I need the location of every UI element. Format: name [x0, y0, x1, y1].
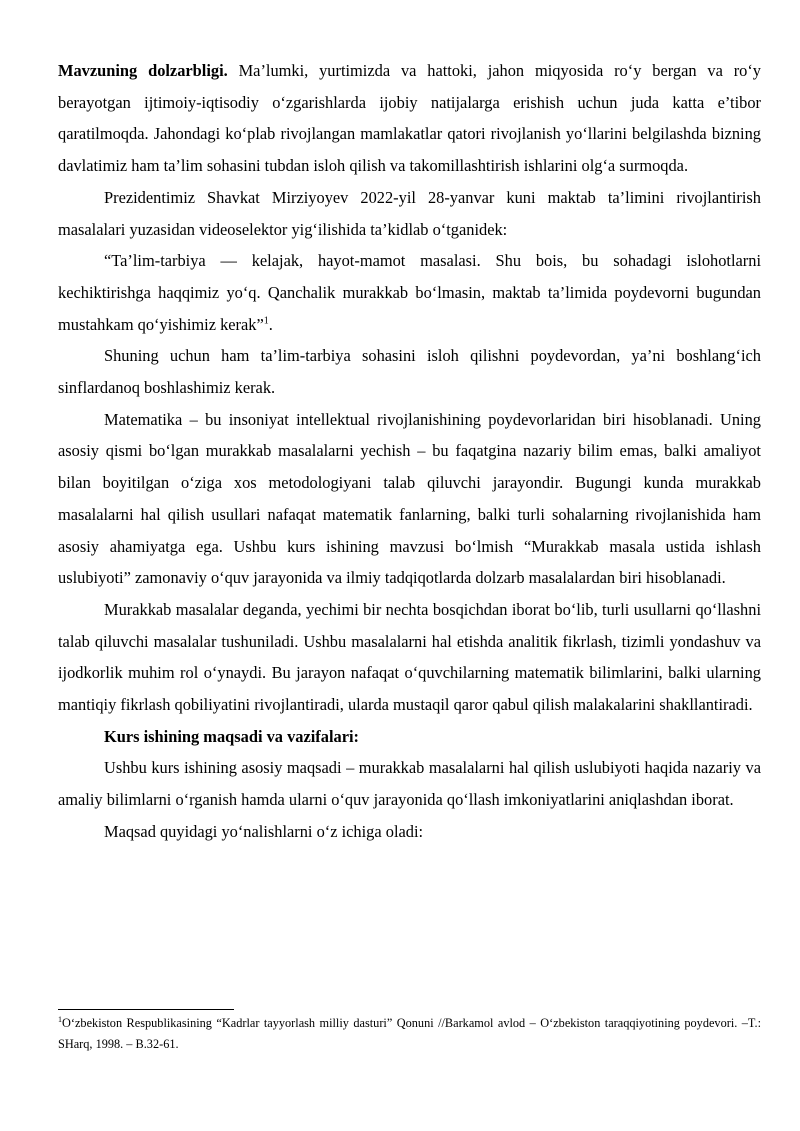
paragraph-directions: Maqsad quyidagi yoʻnalishlarni oʻz ichiga oladi:: [104, 821, 424, 841]
paragraph-quote: [58, 245, 761, 340]
paragraph-president: Prezidentimiz Shavkat Mirziyoyev 2022-yil 28-yanvar kuni maktab ta’limini rivojlantirish masalalari yuzasidan videoselektor yigʻilishida ta’kidlab oʻtganidek:: [58, 187, 761, 239]
footnote-marker: 1: [58, 1014, 62, 1024]
relevance-text: Ma’lumki, yurtimizda va hattoki, jahon miqyosida roʻy bergan va roʻy berayotgan ijtimoiy-iqtisodiy oʻzgarishlarda ijobiy natijalarga erishish uchun juda katta e’tibor qaratilmoqda. Jahondagi koʻplab rivojlangan mamlakatlar qatori rivojlanish yoʻllarini belgilashda bizning davlatimiz ham ta’lim sohasini tubdan isloh qilish va takomillashtirish ishlarini olgʻa surmoqda.: [58, 61, 762, 176]
footnote-ref: 1: [263, 315, 269, 327]
relevance-lead: Mavzuning dolzarbligi.: [58, 61, 228, 80]
paragraph-relevance: [58, 55, 761, 182]
body-text: [58, 55, 761, 848]
section-heading: Kurs ishining maqsadi va vazifalari:: [104, 726, 359, 746]
paragraph-mathematics: Matematika – bu insoniyat intellektual rivojlanishining poydevorlaridan biri hisoblanadi. Uning asosiy qismi boʻlgan murakkab masalalarni yechish – bu faqatgina nazariy bilim emas, balki amaliyot bilan boyitilgan oʻziga xos metodologiyani talab qiluvchi jarayondir. Bugungi kunda murakkab masalalarni hal qilish usullari nafaqat matematik fanlarning, balki turli sohalarning rivojlanishida ham asosiy ahamiyatga ega. Ushbu kurs ishining mavzusi boʻlmish “Murakkab masala ustida ishlash uslubiyoti” zamonaviy oʻquv jarayonida va ilmiy tadqiqotlarda dolzarb masalalardan biri hisoblanadi.: [58, 409, 761, 588]
footnote-text: Oʻzbekiston Respublikasining “Kadrlar tayyorlash milliy dasturi” Qonuni //Barkamol avlod – Oʻzbekiston taraqqiyotining poydevori. –T.: SHarq, 1998. – B.32-61.: [58, 1016, 761, 1051]
paragraph-reform: Shuning uchun ham ta’lim-tarbiya sohasini isloh qilishni poydevordan, ya’ni boshlangʻich sinflardanoq boshlashimiz kerak.: [58, 346, 761, 398]
footnote-divider: [58, 1009, 234, 1010]
quote-end: .: [268, 314, 273, 334]
footnote: [58, 1013, 761, 1054]
paragraph-complex-problems: Murakkab masalalar deganda, yechimi bir nechta bosqichdan iborat boʻlib, turli usullarni qoʻllashni talab qiluvchi masalalar tushuniladi. Ushbu masalalarni hal etishda analitik fikrlash, tizimli yondashuv va ijodkorlik muhim rol oʻynaydi. Bu jarayon nafaqat oʻquvchilarning matematik bilimlarini, balki ularning mantiqiy fikrlash qobiliyatini rivojlantiradi, ularda mustaqil qaror qabul qilish malakalarini shakllantiradi.: [58, 599, 761, 715]
quote-text: “Ta’lim-tarbiya — kelajak, hayot-mamot masalasi. Shu bois, bu sohadagi islohotlarni kechiktirishga haqqimiz yoʻq. Qanchalik murakkab boʻlmasin, maktab ta’limida poydevorni bugundan mustahkam qoʻyishimiz kerak”: [58, 251, 761, 334]
paragraph-goal: Ushbu kurs ishining asosiy maqsadi – murakkab masalalarni hal qilish uslubiyoti haqida nazariy va amaliy bilimlarni oʻrganish hamda ularni oʻquv jarayonida qoʻllash imkoniyatlarini aniqlashdan iborat.: [58, 758, 761, 810]
